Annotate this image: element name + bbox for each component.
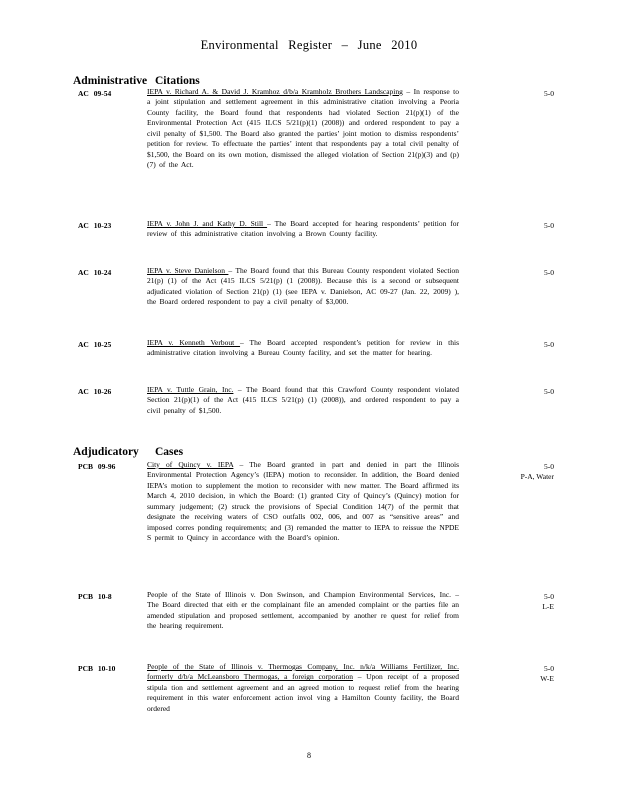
case-party: City of Quincy v. IEPA (147, 460, 234, 469)
case-text: – In response to a joint stipulation and settlement agreement in this administrative citation involving a Peoria County facility, the Board found that respondents had violated Section 21(p)(1) of the Environmental Protection Act (415 ILCS 5/21(p)(1) (2008)) and ordered respondent to pay a civil penalty of $1,500. The Board also granted the parties’ joint motion to dismiss respondents’ petition for review. To effectuate the parties’ intent that respondents pay a total civil penalty of $1,500, the Board on its own motion, dismissed the alleged violation of Section 21(p)(3) and (p)(7) of the Act. (147, 87, 459, 170)
page-title: Environmental Register – June 2010 (200, 38, 418, 52)
case-vote (484, 462, 554, 483)
case-number: AC 10-26 (78, 387, 112, 396)
case-summary (147, 385, 459, 416)
case-summary (147, 87, 459, 171)
vote-count: 5-0 (544, 340, 554, 349)
case-summary (147, 266, 459, 308)
case-party: IEPA v. Kenneth Verbout (147, 338, 241, 347)
vote-count: 5-0 (544, 89, 554, 98)
section-heading-administrative (73, 75, 200, 87)
case-text: – The Board accepted for hearing respondents’ petition for review of this administrative citation involving a Brown County facility. (147, 219, 459, 239)
case-party: IEPA v. Steve Danielson (147, 266, 229, 275)
case-vote (484, 664, 554, 685)
vote-count: 5-0 (544, 462, 554, 471)
case-vote (484, 340, 554, 350)
case-number: AC 10-23 (78, 221, 112, 230)
case-number: AC 09-54 (78, 89, 112, 98)
case-text: People of the State of Illinois v. Don Swinson, and Champion Environmental Services, Inc. – The Board directed that eith er the complainant file an amended complaint or the parties file an amended stipulation and proposed settlement, accompanied by another re quest for relief from the hearing requirement. (147, 590, 459, 631)
section-label: Adjudicatory (73, 446, 139, 458)
vote-count: 5-0 (544, 592, 554, 601)
case-number: PCB 10-10 (78, 664, 116, 673)
vote-count: 5-0 (544, 664, 554, 673)
case-number: PCB 10-8 (78, 592, 112, 601)
page-number: 8 (307, 751, 311, 760)
case-summary (147, 219, 459, 240)
case-number: AC 10-24 (78, 268, 112, 277)
case-party: People of the State of Illinois v. Thermogas Company, Inc. n/k/a Williams Fertilizer, Inc. formerly d/b/a McLeansboro Thermogas, a foreign corporation (147, 662, 459, 682)
case-party: IEPA v. Richard A. & David J. Kramhoz d/b/a Kramholz Brothers Landscaping (147, 87, 403, 96)
vote-count: 5-0 (544, 387, 554, 396)
case-text: – The Board found that this Crawford County respondent violated Section 21(p)(1) of the Act (415 ILCS 5/21(p) (1) (2008)), and ordered respondent to pay a civil penalty of $1,500. (147, 385, 459, 415)
case-summary (147, 662, 459, 714)
case-summary (147, 460, 459, 544)
section-sublabel: Cases (155, 446, 184, 458)
case-number: AC 10-25 (78, 340, 112, 349)
section-heading-adjudicatory (73, 446, 184, 458)
case-text: – The Board found that this Bureau County respondent violated Section 21(p) (1) of the Act (415 ILCS 5/21(p) (1 (2008)). Because this is a second or subsequent adjudicated violation of Section 21(p) (1) (see IEPA v. Danielson, AC 09-27 (Jan. 22, 2009) ), the Board ordered respondent to pay a civil penalty of $3,000. (147, 266, 459, 307)
case-text: – The Board accepted respondent’s petition for review in this administrative citation involving a Bureau County facility, and set the matter for hearing. (147, 338, 459, 358)
vote-note: P-A, Water (520, 472, 554, 482)
case-vote (484, 89, 554, 99)
case-summary (147, 590, 459, 632)
case-text: – The Board granted in part and denied in part the Illinois Environmental Protection Agency’s (IEPA) motion to reconsider. In addition, the Board denied IEPA’s motion to supplement the motion to reconsider with new matter. The Board affirmed its March 4, 2010 decision, in which the Board: (1) granted City of Quincy’s (Quincy) motion for summary judgement; (2) struck the provisions of Special Condition 14(7) of the permit that designate the receiving waters of CSO outfalls 002, 006, and 007 as “sensitive areas” and imposed corres ponding requirements; and (3) remanded the matter to IEPA to reissue the NPDE S permit to Quincy in accordance with the Board’s opinion. (147, 460, 459, 543)
vote-note: W-E (540, 674, 554, 684)
vote-count: 5-0 (544, 221, 554, 230)
section-sublabel: Citations (155, 75, 200, 87)
vote-note: L-E (542, 602, 554, 612)
case-vote (484, 592, 554, 613)
case-vote (484, 268, 554, 278)
case-vote (484, 387, 554, 397)
case-number: PCB 09-96 (78, 462, 116, 471)
section-label: Administrative (73, 75, 148, 87)
vote-count: 5-0 (544, 268, 554, 277)
case-text: – Upon receipt of a proposed stipula tion and settlement agreement and an agreed motion to request relief from the hearing requirement in this water enforcement action invol ving a Hamilton County facility, the Board ordered (147, 672, 459, 713)
case-party: IEPA v. John J. and Kathy D. Still (147, 219, 268, 228)
case-summary (147, 338, 459, 359)
case-vote (484, 221, 554, 231)
case-party: IEPA v. Tuttle Grain, Inc. (147, 385, 234, 394)
